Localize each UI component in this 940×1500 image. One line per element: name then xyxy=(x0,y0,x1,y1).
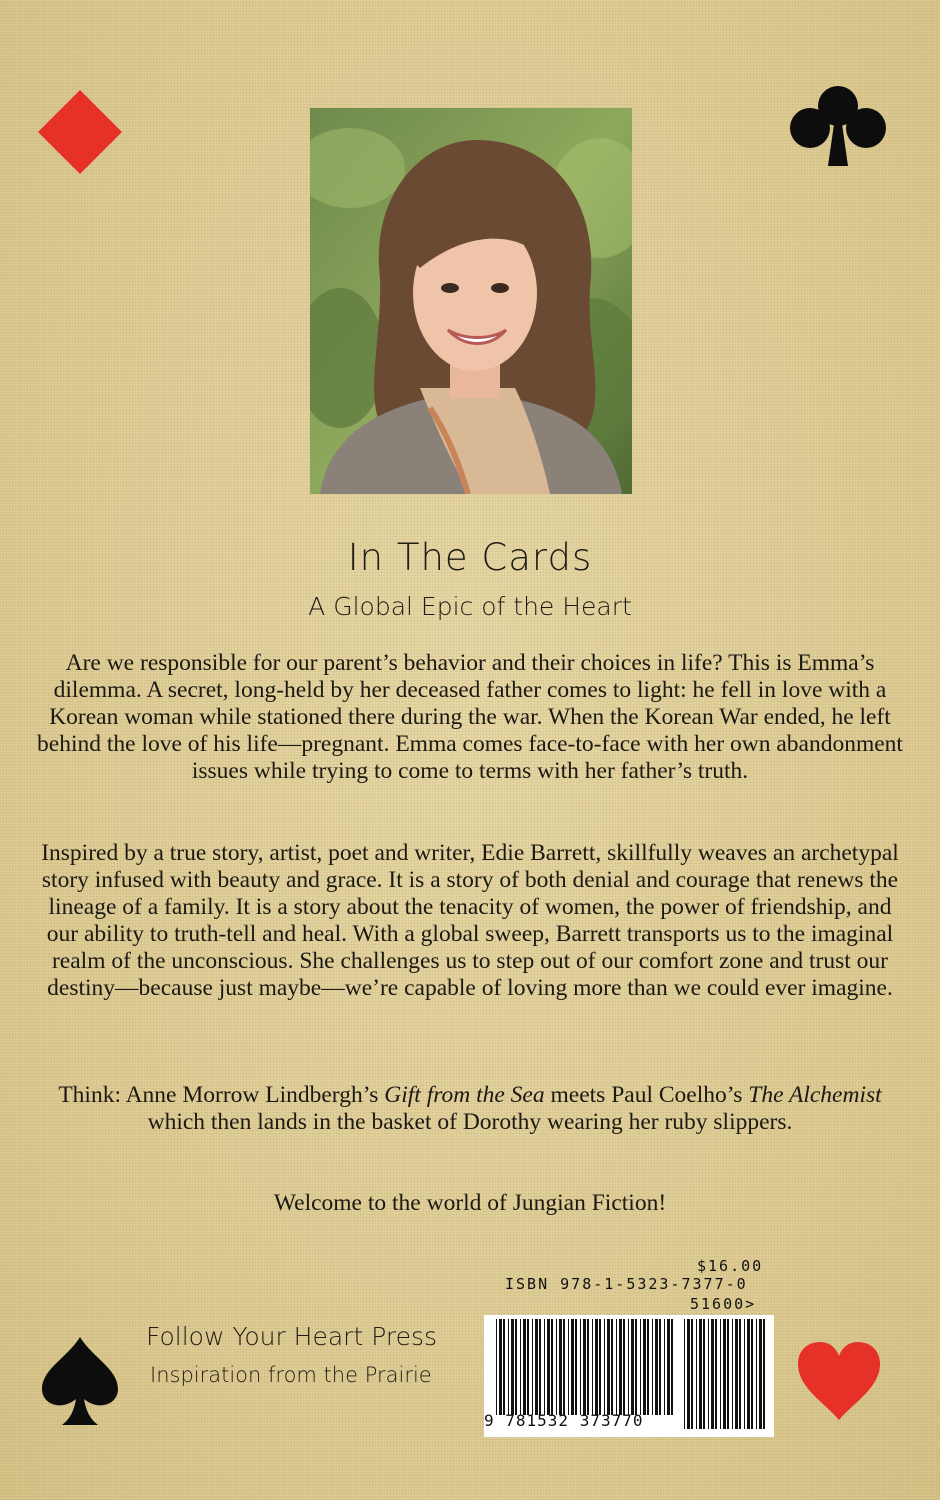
barcode-bar xyxy=(508,1319,509,1415)
barcode-bar xyxy=(583,1319,586,1415)
barcode-bar xyxy=(699,1319,702,1429)
barcode-bar xyxy=(667,1319,670,1415)
publisher-tagline: Inspiration from the Prairie xyxy=(150,1363,432,1387)
barcode-bar xyxy=(732,1319,733,1429)
barcode-bar xyxy=(568,1319,569,1415)
barcode-bar xyxy=(751,1319,753,1429)
barcode-bar xyxy=(684,1319,685,1429)
barcode-bar xyxy=(539,1319,541,1415)
barcode-bar xyxy=(563,1319,565,1415)
barcode-bar xyxy=(735,1319,738,1429)
barcode-bar xyxy=(547,1319,550,1415)
barcode-bar xyxy=(643,1319,646,1415)
barcode-bar xyxy=(532,1319,533,1415)
barcode-bar xyxy=(607,1319,610,1415)
barcode-bar xyxy=(631,1319,634,1415)
blurb-paragraph-3 xyxy=(30,1082,910,1136)
barcode-bar xyxy=(720,1319,721,1429)
blurb-paragraph-2: Inspired by a true story, artist, poet and writer, Edie Barrett, skillfully weaves an archetypal story infused with beauty and grace. It is a story of both denial and courage that renews the lineage of a family. It is a story about the tenacity of women, the power of friendship, and our ability to truth-tell and heal. With a global sweep, Barrett transports us to the imaginal realm of the unconscious. She challenges us to step out of our comfort zone and trust our destiny—because just maybe—we’re capable of loving more than we could ever imagine. xyxy=(41,840,899,1001)
book-title: In The Cards xyxy=(347,536,593,579)
barcode-bar xyxy=(623,1319,625,1415)
barcode-bar xyxy=(604,1319,605,1415)
barcode-bar xyxy=(595,1319,598,1415)
barcode-bar xyxy=(499,1319,502,1415)
barcode-bar xyxy=(691,1319,693,1429)
spade-icon xyxy=(38,1335,122,1427)
publisher-name: Follow Your Heart Press xyxy=(146,1322,438,1351)
barcode-bar xyxy=(756,1319,757,1429)
barcode-bar xyxy=(652,1319,653,1415)
barcode-bar xyxy=(515,1319,517,1415)
diamond-icon xyxy=(36,88,124,176)
barcode-bar xyxy=(744,1319,745,1429)
barcode-bar xyxy=(664,1319,665,1415)
heart-icon xyxy=(796,1340,882,1422)
blurb-paragraph-1: Are we responsible for our parent’s behavior and their choices in life? This is Emma’s dilemma. A secret, long-held by her deceased father comes to light: he fell in love with a Korean woman while stationed there during the war. When the Korean War ended, he left behind the love of his life—pregnant. Emma comes face-to-face with her own abandonment issues while trying to come to terms with her father’s truth. xyxy=(37,650,903,784)
barcode-bar xyxy=(587,1319,589,1415)
barcode-bar xyxy=(496,1319,497,1415)
barcode-bar xyxy=(759,1319,762,1429)
barcode-bar xyxy=(559,1319,562,1415)
blurb-text: which then lands in the basket of Dorothy wearing her ruby slippers. xyxy=(147,1109,793,1135)
barcode-bar xyxy=(527,1319,529,1415)
barcode-digits: 9 781532 373770 xyxy=(484,1411,644,1430)
barcode-bar xyxy=(739,1319,741,1429)
price-label: $16.00 xyxy=(697,1257,764,1275)
isbn-label: ISBN 978-1-5323-7377-0 xyxy=(505,1275,748,1293)
club-icon xyxy=(786,84,890,168)
barcode-bar xyxy=(671,1319,673,1415)
blurb-paragraph-4: Welcome to the world of Jungian Fiction! xyxy=(273,1190,667,1216)
barcode-bar xyxy=(655,1319,658,1415)
barcode-bar xyxy=(619,1319,622,1415)
barcode-bar xyxy=(635,1319,637,1415)
book-reference: Gift from the Sea xyxy=(384,1082,545,1108)
book-reference: The Alchemist xyxy=(748,1082,882,1108)
barcode-bar xyxy=(727,1319,729,1429)
barcode-bar xyxy=(763,1319,765,1429)
barcode-bar xyxy=(511,1319,514,1415)
barcode-bar xyxy=(711,1319,714,1429)
book-subtitle: A Global Epic of the Heart xyxy=(308,592,632,621)
barcode-bar xyxy=(659,1319,661,1415)
barcode-bar xyxy=(696,1319,697,1429)
barcode-bar xyxy=(723,1319,726,1429)
barcode-bar xyxy=(580,1319,581,1415)
barcode-bar xyxy=(556,1319,557,1415)
barcode-bar xyxy=(544,1319,545,1415)
barcode-bar xyxy=(535,1319,538,1415)
barcode-bar xyxy=(575,1319,577,1415)
barcode-bar xyxy=(715,1319,717,1429)
barcode-bar xyxy=(647,1319,649,1415)
barcode-bar xyxy=(599,1319,601,1415)
author-photo xyxy=(310,108,632,494)
barcode-bar xyxy=(687,1319,690,1429)
barcode-bar xyxy=(592,1319,593,1415)
barcode-bar xyxy=(611,1319,613,1415)
barcode-bar xyxy=(640,1319,641,1415)
barcode-bar xyxy=(616,1319,617,1415)
addon-number: 51600> xyxy=(690,1295,757,1313)
barcode-bar xyxy=(628,1319,629,1415)
blurb-text: meets Paul Coelho’s xyxy=(544,1082,749,1108)
barcode-bar xyxy=(503,1319,505,1415)
barcode-bar xyxy=(747,1319,750,1429)
barcode-bar xyxy=(703,1319,705,1429)
barcode-bar xyxy=(551,1319,553,1415)
blurb-text: Think: Anne Morrow Lindbergh’s xyxy=(58,1082,385,1108)
barcode-bar xyxy=(520,1319,521,1415)
barcode-bar xyxy=(571,1319,574,1415)
barcode-bar xyxy=(708,1319,709,1429)
barcode-bar xyxy=(523,1319,526,1415)
